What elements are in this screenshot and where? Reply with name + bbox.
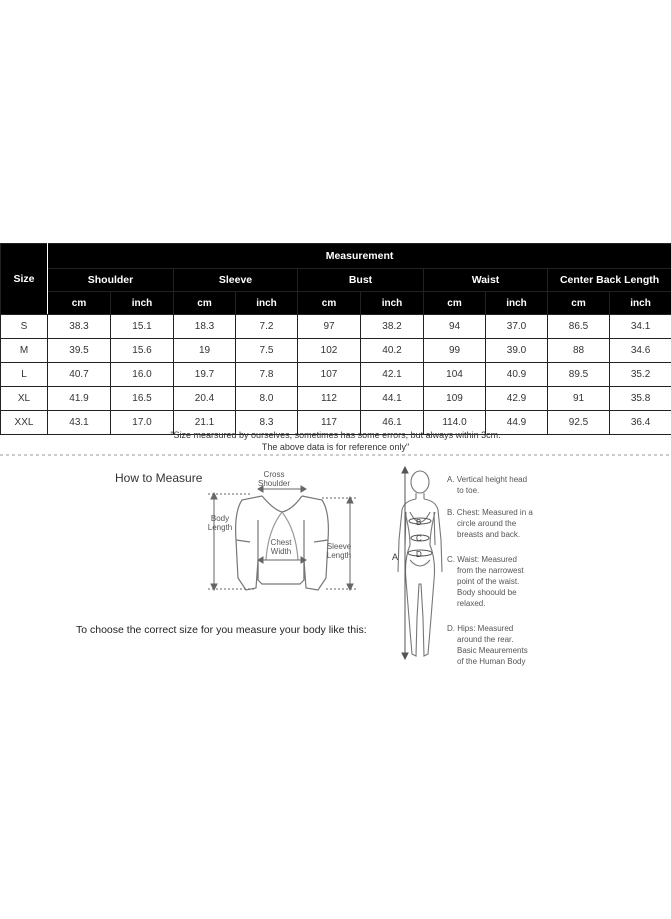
disclaimer-line-2: The above data is for reference only" [261, 442, 410, 452]
measurement-cell: 35.2 [610, 363, 671, 387]
legend-b [447, 507, 533, 540]
body-swimsuit-bottom [410, 560, 430, 566]
legend-line: A. Vertical height head [447, 475, 528, 484]
measurement-cell: 44.9 [486, 411, 548, 435]
cross-shoulder-label-line: Cross [263, 470, 285, 479]
measurement-cell: 114.0 [424, 411, 486, 435]
measurement-cell: 38.3 [48, 315, 111, 339]
shoulder-header: Shoulder [48, 269, 174, 292]
measurement-cell: 19.7 [174, 363, 236, 387]
disclaimer-line-1: "Size mearsured by ourselves, sometimes has some errors, but always within 3cm. [170, 430, 501, 440]
measurement-cell: 42.1 [361, 363, 424, 387]
legend-line: Body shoould be [457, 588, 517, 597]
legend-line: C. Waist: Measured [447, 555, 517, 564]
measurement-cell: 16.5 [111, 387, 174, 411]
size-cell: XXL [1, 411, 48, 435]
cross-shoulder-label-line: Shoulder [257, 479, 291, 488]
measurement-cell: 88 [548, 339, 610, 363]
unit-inch-header: inch [111, 292, 174, 315]
measurement-cell: 39.5 [48, 339, 111, 363]
chest-width-label-line: Chest [270, 538, 292, 547]
size-cell: M [1, 339, 48, 363]
legend-line: around the rear. [457, 635, 514, 644]
unit-cm-header: cm [174, 292, 236, 315]
measurement-cell: 91 [548, 387, 610, 411]
measurement-cell: 17.0 [111, 411, 174, 435]
letter-d: D [416, 550, 422, 559]
sleeve-length-label-line: Sleeve [326, 542, 352, 551]
unit-cm-header: cm [424, 292, 486, 315]
measurement-cell: 20.4 [174, 387, 236, 411]
legend-line: from the narrowest [457, 566, 524, 575]
measurement-cell: 7.2 [236, 315, 298, 339]
measurement-cell: 21.1 [174, 411, 236, 435]
unit-cm-header: cm [548, 292, 610, 315]
unit-inch-header: inch [610, 292, 671, 315]
measurement-cell: 15.1 [111, 315, 174, 339]
arrow-head-icon [402, 653, 408, 659]
letter-a: A [392, 552, 399, 562]
measurement-cell: 37.0 [486, 315, 548, 339]
measurement-cell: 8.3 [236, 411, 298, 435]
measurement-cell: 8.0 [236, 387, 298, 411]
legend-line: breasts and back. [457, 530, 521, 539]
size-cell: XL [1, 387, 48, 411]
legend-line: B. Chest: Measured in a [447, 508, 533, 517]
chest-width-label-line: Width [270, 547, 292, 556]
legend-line: Basic Meaurements [457, 646, 528, 655]
measurement-cell: 43.1 [48, 411, 111, 435]
how-to-measure-title: How to Measure [115, 471, 203, 485]
measurement-cell: 18.3 [174, 315, 236, 339]
legend-line: of the Human Body [457, 657, 526, 666]
measurement-cell: 117 [298, 411, 361, 435]
measurement-cell: 89.5 [548, 363, 610, 387]
measurement-cell: 39.0 [486, 339, 548, 363]
measurement-cell: 7.5 [236, 339, 298, 363]
legend-line: point of the waist. [457, 577, 520, 586]
legend-d [447, 623, 528, 667]
sleeve-length-label-line: Length [326, 551, 352, 560]
measurement-cell: 99 [424, 339, 486, 363]
legend-a [447, 474, 527, 496]
measurement-cell: 86.5 [548, 315, 610, 339]
measurement-cell: 7.8 [236, 363, 298, 387]
measurement-cell: 34.1 [610, 315, 671, 339]
measurement-cell: 40.9 [486, 363, 548, 387]
letter-c: C [416, 534, 422, 543]
sleeve-header: Sleeve [174, 269, 298, 292]
measurement-cell: 16.0 [111, 363, 174, 387]
measurement-group-header: Measurement [48, 244, 671, 269]
measurement-cell: 46.1 [361, 411, 424, 435]
measurement-cell: 15.6 [111, 339, 174, 363]
bust-header: Bust [298, 269, 424, 292]
unit-cm-header: cm [298, 292, 361, 315]
size-cell: L [1, 363, 48, 387]
measurement-cell: 44.1 [361, 387, 424, 411]
size-column-header: Size [1, 244, 48, 315]
unit-cm-header: cm [48, 292, 111, 315]
unit-inch-header: inch [361, 292, 424, 315]
measurement-cell: 38.2 [361, 315, 424, 339]
body-head [411, 471, 429, 493]
center-back-length-header: Center Back Length [548, 269, 671, 292]
arrow-head-icon [402, 467, 408, 473]
unit-inch-header: inch [486, 292, 548, 315]
measurement-cell: 112 [298, 387, 361, 411]
measurement-cell: 34.6 [610, 339, 671, 363]
measurement-cell: 35.8 [610, 387, 671, 411]
measurement-cell: 19 [174, 339, 236, 363]
waist-header: Waist [424, 269, 548, 292]
measurement-cell: 92.5 [548, 411, 610, 435]
measurement-cell: 94 [424, 315, 486, 339]
measurement-cell: 36.4 [610, 411, 671, 435]
size-cell: S [1, 315, 48, 339]
measurement-cell: 97 [298, 315, 361, 339]
measurement-cell: 40.2 [361, 339, 424, 363]
measurement-cell: 107 [298, 363, 361, 387]
legend-line: D. Hips: Measured [447, 624, 514, 633]
legend-c [447, 554, 524, 609]
measurement-cell: 40.7 [48, 363, 111, 387]
letter-b: B [416, 518, 422, 527]
legend-line: relaxed. [457, 599, 486, 608]
measurement-cell: 41.9 [48, 387, 111, 411]
measurement-cell: 102 [298, 339, 361, 363]
body-neck [416, 493, 424, 499]
measurement-cell: 42.9 [486, 387, 548, 411]
unit-inch-header: inch [236, 292, 298, 315]
measurement-cell: 109 [424, 387, 486, 411]
legend-line: circle around the [457, 519, 517, 528]
body-length-label-line: Length [207, 523, 233, 532]
body-length-label-line: Body [210, 514, 230, 523]
legend-line: to toe. [457, 486, 480, 495]
choose-size-instruction: To choose the correct size for you measure your body like this: [76, 624, 367, 636]
measurement-cell: 104 [424, 363, 486, 387]
